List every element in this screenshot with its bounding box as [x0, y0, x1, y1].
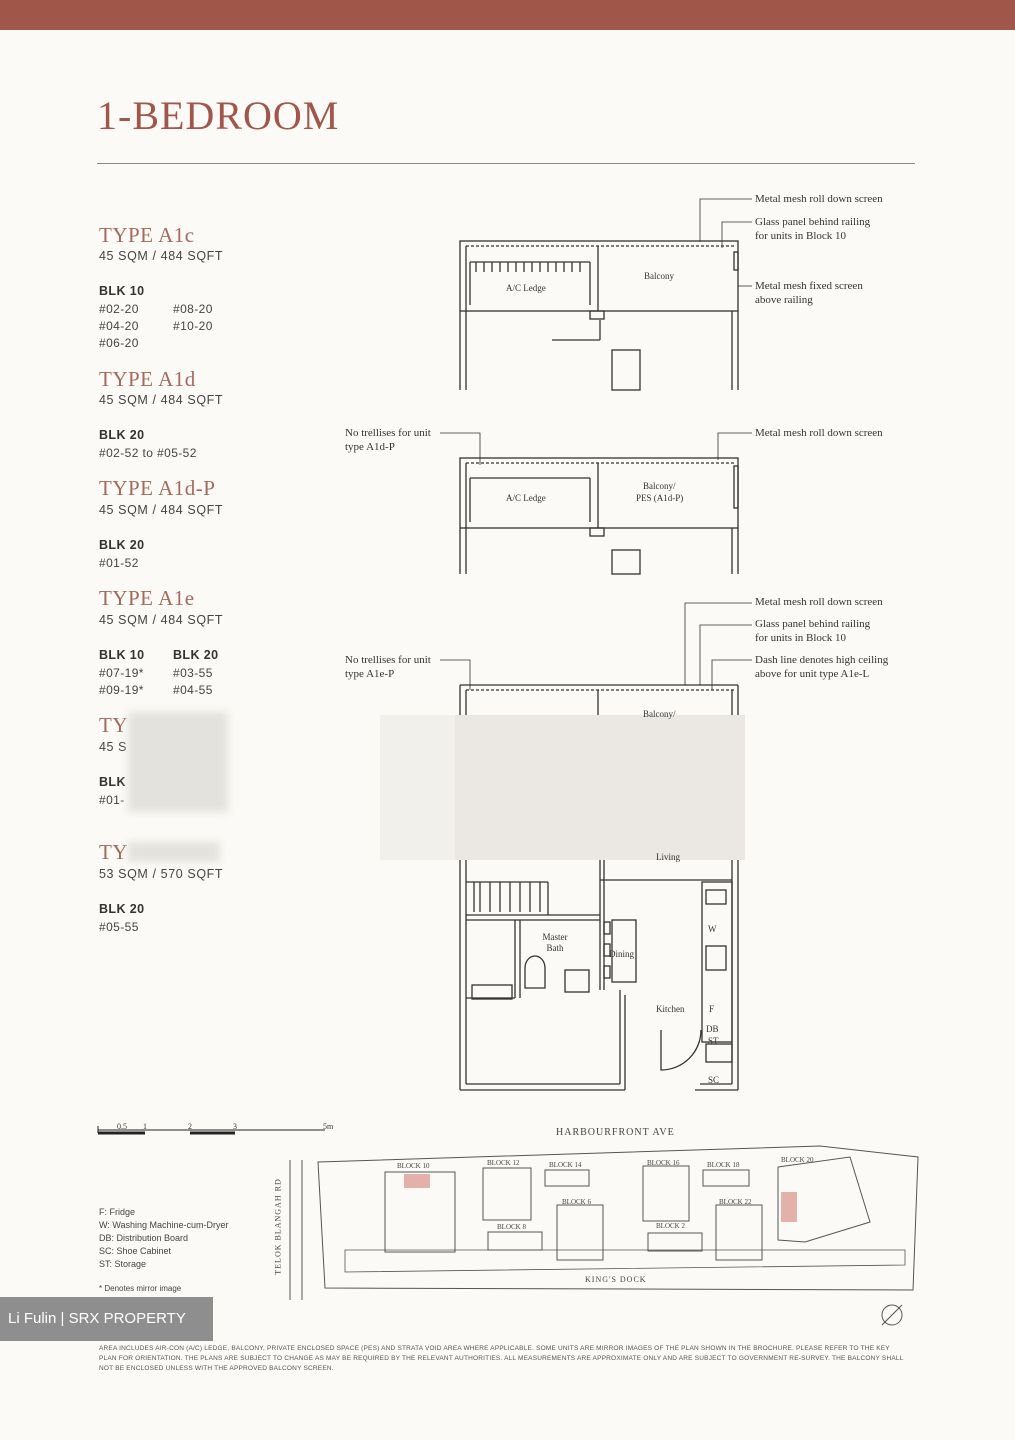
- type-heading: TYPE A1e: [99, 586, 195, 610]
- unit-number: #07-19*: [99, 666, 144, 680]
- note-glass-panel: Glass panel behind railing: [755, 618, 871, 630]
- watermark: Li Fulin | SRX PROPERTY: [0, 1297, 213, 1341]
- block-label: BLK 20: [99, 902, 145, 916]
- note-mesh-roll-down: Metal mesh roll down screen: [755, 596, 883, 608]
- block-label: BLK 10: [99, 284, 145, 298]
- room-master-bath: Master Bath: [542, 932, 568, 953]
- label-st: ST: [708, 1036, 719, 1046]
- note-glass-panel-2: for units in Block 10: [755, 632, 847, 644]
- unit-number: #01-52: [99, 556, 139, 570]
- unit-number: #04-20: [99, 319, 139, 333]
- block-label: BLK 20: [99, 428, 145, 442]
- note-no-trellis: No trellises for unit: [345, 654, 431, 666]
- block-label-2: BLOCK 2: [656, 1222, 685, 1230]
- type-size: 53 SQM / 570 SQFT: [99, 867, 224, 881]
- unit-number: #02-52 to #05-52: [99, 446, 197, 460]
- unit-number: #08-20: [173, 302, 213, 316]
- room-ac-ledge: A/C Ledge: [506, 283, 546, 293]
- room-ac-ledge: A/C Ledge: [506, 493, 546, 503]
- type-size: 45 SQM / 484 SQFT: [99, 393, 224, 407]
- block-label-12: BLOCK 12: [487, 1159, 520, 1167]
- room-balcony: Balcony/: [643, 709, 676, 719]
- room-living: Living: [656, 852, 680, 862]
- note-mesh-fixed-2: above railing: [755, 294, 813, 306]
- legend-washer: W: Washing Machine-cum-Dryer: [99, 1220, 229, 1230]
- scale-label: 3: [233, 1122, 237, 1131]
- note-mesh-roll-down: Metal mesh roll down screen: [755, 427, 883, 439]
- block-label-14: BLOCK 14: [549, 1161, 582, 1169]
- type-heading: TYPE A1d-P: [99, 476, 216, 500]
- block-label-20: BLOCK 20: [781, 1156, 814, 1164]
- block-label: BLK 20: [173, 648, 219, 662]
- unit-number: #10-20: [173, 319, 213, 333]
- scale-label: 2: [188, 1122, 192, 1131]
- type-heading: TY: [99, 713, 128, 737]
- scale-label: 5m: [323, 1122, 334, 1131]
- note-mesh-fixed: Metal mesh fixed screen: [755, 280, 863, 292]
- block-label: BLK 10: [99, 648, 145, 662]
- note-no-trellis: No trellises for unit: [345, 427, 431, 439]
- room-kitchen: Kitchen: [656, 1004, 685, 1014]
- note-no-trellis-2: type A1d-P: [345, 441, 395, 453]
- note-dash-line-2: above for unit type A1e-L: [755, 668, 870, 680]
- note-glass-panel: Glass panel behind railing: [755, 216, 871, 228]
- block-label: BLK: [99, 775, 126, 789]
- room-balcony-pes: Balcony/: [643, 481, 676, 491]
- legend-fridge: F: Fridge: [99, 1207, 136, 1217]
- type-heading: TY: [99, 840, 128, 864]
- note-dash-line: Dash line denotes high ceiling: [755, 654, 889, 666]
- note-mesh-roll-down: Metal mesh roll down screen: [755, 193, 883, 205]
- road-label-bottom: KING'S DOCK: [585, 1275, 647, 1284]
- type-size: 45 S: [99, 740, 128, 754]
- unit-number: #09-19*: [99, 683, 144, 697]
- unit-number: #03-55: [173, 666, 213, 680]
- type-size: 45 SQM / 484 SQFT: [99, 503, 224, 517]
- block-label-8: BLOCK 8: [497, 1223, 526, 1231]
- block-label-18: BLOCK 18: [707, 1161, 740, 1169]
- scale-label: 0.5: [117, 1122, 127, 1131]
- block-label-16: BLOCK 16: [647, 1159, 680, 1167]
- block-label-6: BLOCK 6: [562, 1198, 591, 1206]
- block-label: BLK 20: [99, 538, 145, 552]
- disclaimer: AREA INCLUDES AIR-CON (A/C) LEDGE, BALCONY, PRIVATE ENCLOSED SPACE (PES) AND STRATA VOID AREA WHERE APPLICABLE. SOME UNITS ARE MIRROR IMAGES OF THE PLAN SHOWN IN THE BROCHURE. PLEASE REFER TO THE KEY PLAN FOR ORIENTATION. THE PLANS ARE SUBJECT TO CHANGE AS MAY BE REQUIRED BY THE RELEVANT AUTHORITIES. ALL MEASUREMENTS ARE APPROXIMATE ONLY AND ARE SUBJECT TO GOVERNMENT RE-SURVEY. THE BALCONY SHALL NOT BE ENCLOSED UNLESS WITH THE APPROVED BALCONY SCREEN.: [99, 1345, 904, 1372]
- unit-number: #06-20: [99, 336, 139, 350]
- legend-db: DB: Distribution Board: [99, 1233, 189, 1243]
- road-label-top: HARBOURFRONT AVE: [556, 1127, 675, 1138]
- label-fridge: F: [709, 1004, 715, 1014]
- type-size: 45 SQM / 484 SQFT: [99, 613, 224, 627]
- label-sc: SC: [708, 1075, 720, 1085]
- legend-st: ST: Storage: [99, 1259, 147, 1269]
- room-pes-label: PES (A1d-P): [636, 493, 684, 503]
- type-size: 45 SQM / 484 SQFT: [99, 249, 224, 263]
- page-title: 1-BEDROOM: [97, 93, 340, 138]
- unit-number: #05-55: [99, 920, 139, 934]
- block-label-22: BLOCK 22: [719, 1198, 752, 1206]
- label-washer: W: [708, 924, 717, 934]
- unit-number: #02-20: [99, 302, 139, 316]
- block-label-10: BLOCK 10: [397, 1162, 430, 1170]
- note-no-trellis-2: type A1e-P: [345, 668, 395, 680]
- unit-number: #01-: [99, 793, 125, 807]
- unit-number: #04-55: [173, 683, 213, 697]
- label-db: DB: [706, 1024, 719, 1034]
- room-dining: Dining: [609, 949, 635, 959]
- room-balcony: Balcony: [644, 271, 674, 281]
- legend-mirror: * Denotes mirror image: [99, 1284, 182, 1293]
- note-glass-panel-2: for units in Block 10: [755, 230, 847, 242]
- legend-sc: SC: Shoe Cabinet: [99, 1246, 172, 1256]
- type-heading: TYPE A1d: [99, 367, 196, 391]
- road-label-left: TELOK BLANGAH RD: [273, 1178, 283, 1275]
- type-heading: TYPE A1c: [99, 223, 195, 247]
- scale-label: 1: [143, 1122, 147, 1131]
